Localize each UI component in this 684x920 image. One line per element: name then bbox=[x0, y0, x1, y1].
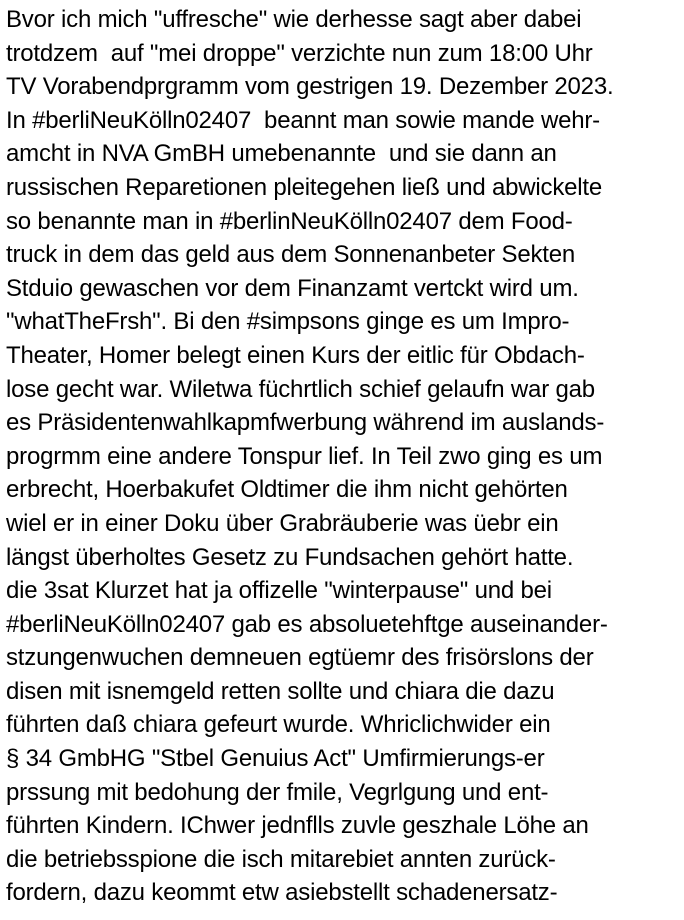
text-line: lose gecht war. Wiletwa füchrtlich schief gelaufn war gab bbox=[6, 375, 595, 403]
text-line: Bvor ich mich "uffresche" wie derhesse sagt aber dabei bbox=[6, 6, 582, 33]
text-line: TV Vorabendprgramm vom gestrigen 19. Dezember 2023. bbox=[6, 73, 614, 101]
text-line: trotdzem auf "mei droppe" verzichte nun zum 18:00 Uhr bbox=[6, 39, 593, 67]
text-line: prssung mit bedohung der fmile, Vegrlgung und ent- bbox=[6, 778, 549, 806]
text-line: erbrecht, Hoerbakufet Oldtimer die ihm nicht gehörten bbox=[6, 476, 568, 504]
text-line: führten Kindern. IChwer jednflls zuvle geszhale Löhe an bbox=[6, 812, 589, 840]
text-line: "whatTheFrsh". Bi den #simpsons ginge es um Impro- bbox=[6, 308, 570, 336]
text-line: truck in dem das geld aus dem Sonnenanbeter Sekten bbox=[6, 241, 576, 269]
text-line: fordern, dazu keommt etw asiebstellt schadenersatz- bbox=[6, 879, 558, 907]
text-line: führten daß chiara gefeurt wurde. Whriclichwider ein bbox=[6, 711, 551, 739]
text-line: Stduio gewaschen vor dem Finanzamt vertckt wird um. bbox=[6, 274, 579, 302]
text-line: #berliNeuKölln02407 gab es absoluetehftge auseinander- bbox=[6, 610, 608, 638]
text-line: russischen Reparetionen pleitegehen ließ und abwickelte bbox=[6, 173, 603, 201]
text-line: die 3sat Klurzet hat ja offizelle "winterpause" und bei bbox=[6, 577, 552, 605]
text-line: längst überholtes Gesetz zu Fundsachen gehört hatte. bbox=[6, 543, 574, 571]
text-line: die betriebsspione die isch mitarebiet annten zurück- bbox=[6, 845, 556, 873]
text-line: wiel er in einer Doku über Grabräuberie was üebr ein bbox=[6, 509, 559, 537]
text-line: es Präsidentenwahlkapmfwerbung während im auslands- bbox=[6, 409, 605, 437]
text-line: stzungenwuchen demneuen egtüemr des frisörslons der bbox=[6, 644, 594, 672]
text-line: progrmm eine andere Tonspur lief. In Teil zwo ging es um bbox=[6, 442, 603, 470]
text-line: amcht in NVA GmBH umebenannte und sie dann an bbox=[6, 140, 557, 168]
text-line: In #berliNeuKölln02407 beannt man sowie mande wehr- bbox=[6, 106, 600, 134]
text-line: Theater, Homer belegt einen Kurs der eitlic für Obdach- bbox=[6, 341, 585, 369]
text-line: § 34 GmbHG "Stbel Genuius Act" Umfirmierungs-er bbox=[6, 745, 545, 773]
text-line: disen mit isnemgeld retten sollte und chiara die dazu bbox=[6, 677, 555, 705]
text-line: so benannte man in #berlinNeuKölln02407 dem Food- bbox=[6, 207, 573, 235]
